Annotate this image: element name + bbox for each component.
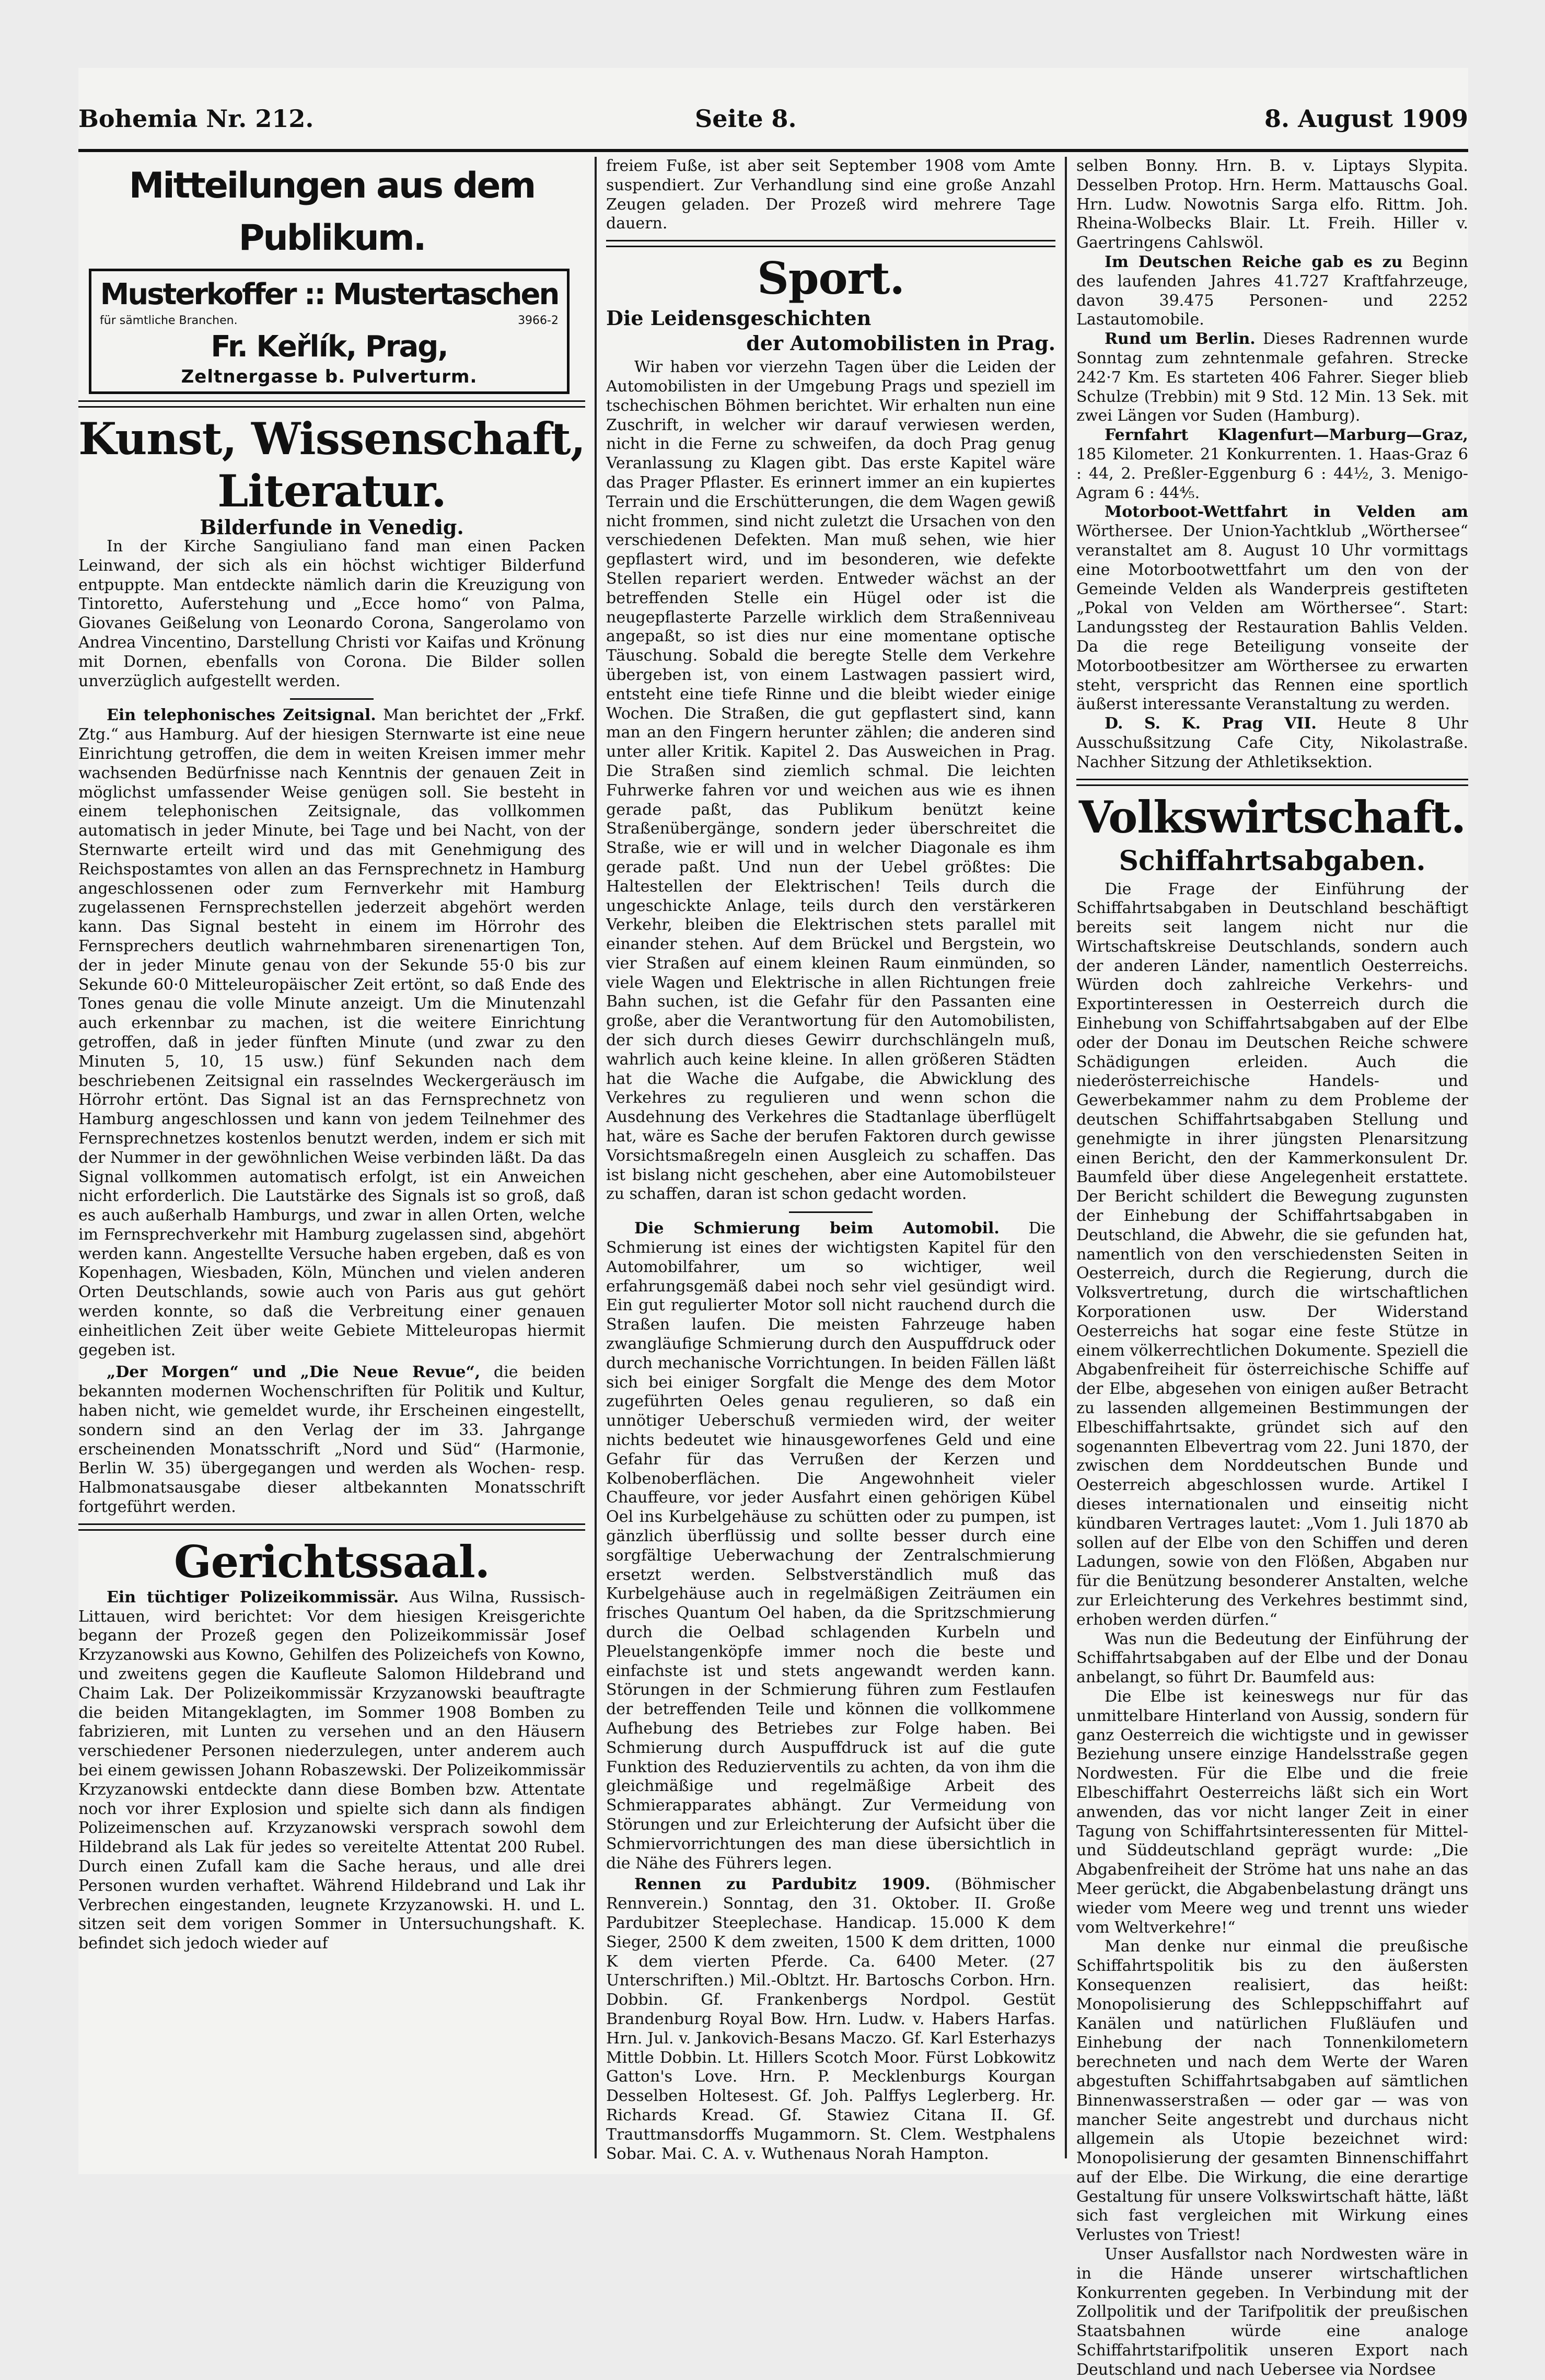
news-item bbox=[1076, 426, 1468, 503]
article-body bbox=[78, 1363, 585, 1517]
column-divider bbox=[595, 157, 597, 2158]
ad-headline: Musterkoffer :: Mustertaschen bbox=[100, 278, 559, 311]
article-body: Die Frage der Einführung der Schiffahrtsabgaben in Deutschland beschäftigt bereits seit langem nicht nur die Wirtschaftskreise Deutschlands, sondern auch der anderen Länder, namentlich Oesterreichs. Würden doch zahlreiche Verkehrs- und Exportinteressen in Oesterreich durch die Einhebung von Schiffahrtsabgaben auf der Elbe oder der Donau im Deutschen Reiche schwere Schädigungen erleiden. Auch die niederösterreichische Handels- und Gewerbekammer nahm zu dem Probleme der deutschen Schiffahrtsabgaben Stellung und genehmigte in ihrer jüngsten Plenarsitzung einen Bericht, den der Kammerkonsulent Dr. Baumfeld über diese Angelegenheit erstattete. Der Bericht schildert die Bewegung zugunsten der Einhebung der Schiffahrtsabgaben in Deutschland, die Abwehr, die sie gefunden hat, namentlich von den verschiedensten Seiten in Oesterreich, durch die Regierung, durch die Volksvertretung, durch die wirtschaftlichen Korporationen usw. Der Widerstand Oesterreichs hat sogar eine feste Stütze in einem völkerrechtlichen Dokumente. Speziell die Abgabenfreiheit für österreichische Schiffe auf der Elbe, abgesehen von einigen außer Betracht zu lassenden allgemeinen Bestimmungen der Elbeschiffahrtsakte, gründet sich auf den sogenannten Elbevertrag vom 22. Juni 1870, der zwischen dem Norddeutschen Bunde und Oesterreich abgeschlossen wurde. Artikel I dieses internationalen und einseitig nicht kündbaren Vertrages lautet: „Vom 1. Juli 1870 ab sollen auf der Elbe von den Schiffen und deren Ladungen, sowie von den Flößen, Abgaben nur für die Benützung besonderer Anstalten, welche zur Erleichterung des Verkehres bestimmt sind, erhoben werden dürfen.“ bbox=[1076, 880, 1468, 1629]
article-body bbox=[606, 1875, 1055, 2164]
column-3 bbox=[1076, 157, 1469, 2379]
advertisement-box bbox=[89, 269, 570, 394]
article-text: Die Schmierung ist eines der wichtigsten Kapitel für den Automobilfahrer, um so wichtiger, weil erfahrungsgemäß dabei noch sehr viel gesündigt wird. Ein gut regulierter Motor soll nicht rauchend durch die Straßen laufen. Die meisten Fahrzeuge haben zwangläufige Schmierung durch den Auspuffdruck oder durch mechanische Vorrichtungen. In beiden Fällen läßt sich bei einiger Sorgfalt die Menge des dem Motor zugeführten Oeles genau regulieren, so daß ein unnötiger Ueberschuß vermieden wird, der weiter nichts bedeutet wie hinausgeworfenes Geld und eine Gefahr für das Verrußen der Kerzen und Kolbenoberflächen. Die Angewohnheit vieler Chauffeure, vor jeder Ausfahrt einen gehörigen Kübel Oel ins Kurbelgehäuse zu schütten oder zu pumpen, ist gänzlich überflüssig und sollte besser durch eine sorgfältige Ueberwachung der Zentralschmierung ersetzt werden. Selbstverständlich muß das Kurbelgehäuse auch in regelmäßigen Zeiträumen ein frisches Quantum Oel haben, da die Spritzschmierung durch die Oelbad schlagenden Kurbeln und Pleuelstangenköpfe immer noch die beste und einfachste ist und stets angewandt werden kann. Störungen in der Schmierung führen zum Festlaufen der betreffenden Teile und können die vollkommene Aufhebung des Betriebes zur Folge haben. Bei Schmierung durch Auspuffdruck ist auf die gute Funktion des Reduzierventils zu achten, da von ihm die gleichmäßige und regelmäßige Arbeit des Schmierapparates abhängt. Zur Vermeidung von Störungen und zur Erleichterung der Aufsicht über die Schmiervorrichtungen des man diese übersichtlich in die Nähe des Führers legen. bbox=[606, 1219, 1055, 1873]
article-body: Wir haben vor vierzehn Tagen über die Leiden der Automobilisten in der Umgebung Prags und speziell im tschechischen Böhmen berichtet. Wir erhalten nun eine Zuschrift, in welcher wir darauf verwiesen werden, nicht in die Ferne zu schweifen, da doch Prag genug Veranlassung zu Klagen gibt. Das erste Kapitel wäre das Prager Pflaster. Es erinnert immer an ein kupiertes Terrain und die Erschütterungen, die dem Wagen gewiß nicht frommen, sind nicht zuletzt die Ursachen von den verschiedenen Defekten. Man muß sehen, wie hier gepflastert wird, und im besonderen, wie defekte Stellen repariert werden. Entweder wächst an der betreffenden Stelle ein Hügel oder ist die neugepflasterte Parzelle wirklich dem Straßenniveau angepaßt, so ist dies nur eine momentane optische Täuschung. Sobald die beregte Stelle dem Verkehre übergeben ist, von einem Lastwagen passiert wird, entsteht eine tiefe Rinne und die bleibt wieder einige Wochen. Die Straßen, die gut gepflastert sind, kann man an den Fingern herunter zählen; die anderen sind unter aller Kritik. Kapitel 2. Das Ausweichen in Prag. Die Straßen sind ziemlich schmal. Die leichten Fuhrwerke fahren vor und weichen aus wie es ihnen gerade paßt, das Publikum benützt keine Straßenübergänge, sondern jeder überschreitet die Straße, wie er will und in welcher Diagonale es ihm gerade paßt. Und nun der Uebel größtes: Die Haltestellen der Elektrischen! Teils durch die ungeschickte Anlage, teils durch den verstärkeren Verkehr, bleiben die Elektrischen stets parallel mit einander stehen. Auf dem Brückel und Bergstein, wo vier Straßen auf einem kleinen Raum einmünden, so viele Wagen und Elektrische in allen Richtungen freie Bahn suchen, ist die Gefahr für den Passanten eine große, aber die Verantwortung für den Automobilisten, der sich durch dieses Gewirr durchschlängeln muß, wahrlich auch keine kleine. In allen größeren Städten hat die Wache die Aufgabe, die Abwicklung des Verkehres zu regulieren und wenn schon die Ausdehnung des Verkehres die Stadtanlage überflügelt hat, wäre es Sache der berufen Faktoren durch gewisse Vorsichtsmaßregeln einen Ausgleich zu schaffen. Das ist bislang nicht geschehen, aber eine Automobilsteuer zu schaffen, daran ist schon gedacht worden. bbox=[606, 358, 1055, 1204]
article-body bbox=[606, 1219, 1055, 1873]
news-item-text: Wörthersee. Der Union-Yachtklub „Wörthersee“ veranstaltet am 8. August 10 Uhr vormittags eine Motorbootwettfahrt um den von der Gemeinde Velden als Wanderpreis gestifteten „Pokal von Velden am Wörthersee“. Start: Landungssteg der Restauration Bahlis Velden. Da die rege Beteiligung vonseite der Motorbootbesitzer am Wörthersee zu erwarten steht, verspricht das Rennen eine sportlich äußerst interessante Veranstaltung zu werden. bbox=[1076, 522, 1468, 714]
article-divider bbox=[290, 698, 374, 700]
masthead-publication: Bohemia Nr. 212. bbox=[78, 105, 314, 133]
masthead-page-number: Seite 8. bbox=[695, 105, 797, 133]
article-text: (Böhmischer Rennverein.) Sonntag, den 31. Oktober. II. Große Pardubitzer Steeplechase. Handicap. 15.000 K dem Sieger, 2500 K dem zweiten, 1500 K dem dritten, 1000 K dem vierten Pferde. Ca. 6400 Meter. (27 Unterschriften.) Mil.-Obltzt. Hr. Bartoschs Corbon. Hrn. Dobbin. Gf. Frankenbergs Nordpol. Gestüt Brandenburg Royal Bow. Hrn. Ludw. v. Habers Harfas. Hrn. Jul. v. Jankovich-Besans Maczo. Gf. Karl Esterhazys Mittle Dobbin. Lt. Hillers Scotch Moor. Fürst Lobkowitz Gatton's Love. Hrn. P. Mecklenburgs Kourgan Desselben Holtesest. Gf. Joh. Palffys Leglerberg. Hr. Richards Kread. Gf. Stawiez Citana II. Gf. Trauttmansdorffs Mugammorn. St. Clem. Westphalens Sobar. Mai. C. A. v. Wuthenaus Norah Hampton. bbox=[606, 1875, 1055, 2163]
section-title-publikum: Mitteilungen aus dem Publikum. bbox=[129, 165, 535, 259]
article-body bbox=[78, 706, 585, 1360]
section-divider bbox=[78, 400, 585, 408]
news-item bbox=[1076, 253, 1468, 330]
article-lead: Die Schmierung beim Automobil. bbox=[634, 1219, 1000, 1238]
article-body: Was nun die Bedeutung der Einführung der Schiffahrtsabgaben auf der Elbe und der Donau anbelangt, so führt Dr. Baumfeld aus: bbox=[1076, 1630, 1468, 1687]
article-lead: Ein telephonisches Zeitsignal. bbox=[107, 706, 376, 725]
section-title-kunst: Kunst, Wissenschaft, Literatur. bbox=[78, 413, 585, 517]
section-divider bbox=[606, 240, 1055, 247]
article-lead: „Der Morgen“ und „Die Neue Revue“, bbox=[107, 1363, 481, 1382]
news-item-text: Heute 8 Uhr Ausschußsitzung Cafe City, Nikolastraße. Nachher Sitzung der Athletiksektion. bbox=[1076, 714, 1468, 771]
ad-subline bbox=[100, 313, 559, 329]
news-item-lead: Fernfahrt Klagenfurt—Marburg—Graz, bbox=[1105, 426, 1468, 445]
article-continuation: freiem Fuße, ist aber seit September 1908 vom Amte suspendiert. Zur Verhandlung sind eine große Anzahl Zeugen geladen. Der Prozeß wird mehrere Tage dauern. bbox=[606, 157, 1055, 233]
article-body: Man denke nur einmal die preußische Schiffahrtspolitik bis zu den äußersten Konsequenzen realisiert, das heißt: Monopolisierung des Schleppschiffahrt auf Kanälen und natürlichen Flußläufen und Einhebung der nach Tonnenkilometern berechneten und nach dem Werte der Waren abgestuften Schiffahrtsabgaben auf sämtlichen Binnenwasserstraßen — oder gar — was von mancher Seite angestrebt und durchaus nicht allgemein als Utopie bezeichnet wird: Monopolisierung der gesamten Binnenschiffahrt auf der Elbe. Die Wirkung, die eine derartige Gestaltung für unsere Volkswirtschaft hätte, läßt sich fast vergleichen mit Wirkung eines Verlustes von Triest! bbox=[1076, 1937, 1468, 2245]
article-title: Schiffahrtsabgaben. bbox=[1119, 845, 1426, 877]
ad-number: 3966-2 bbox=[518, 314, 559, 327]
article-body bbox=[78, 1588, 585, 1954]
article-body: Unser Ausfallstor nach Nordwesten wäre in in die Hände unserer wirtschaftlichen Konkurrenten gegeben. In Verbindung mit der Zollpolitik und der Tarifpolitik der preußischen Staatsbahnen würde eine analoge Schiffahrtstarifpolitik unseren Export nach Deutschland und nach Uebersee via Nordsee bbox=[1076, 2245, 1468, 2379]
news-item-lead: Im Deutschen Reiche gab es zu bbox=[1105, 252, 1403, 271]
article-divider bbox=[789, 1211, 873, 1213]
news-item bbox=[1076, 714, 1468, 772]
section-title-gerichtssaal: Gerichtssaal. bbox=[174, 1535, 490, 1588]
ad-address: Zeltnergasse b. Pulverturm. bbox=[181, 366, 478, 387]
masthead-date: 8. August 1909 bbox=[1264, 105, 1468, 133]
column-divider bbox=[1065, 157, 1067, 2158]
news-item-lead: D. S. K. Prag VII. bbox=[1105, 714, 1317, 733]
ad-subline-text: für sämtliche Branchen. bbox=[100, 314, 238, 327]
article-text: die beiden bekannten modernen Wochenschriften für Politik und Kultur, haben nicht, wie gemeldet wurde, ihr Erscheinen eingestellt, sondern sind an den Verlag der im 33. Jahrgange erscheinenden Monatsschrift „Nord und Süd“ (Harmonie, Berlin W. 35) übergegangen und werden als Wochen- resp. Halbmonatsausgabe dieser altbekannten Monatsschrift fortgeführt werden. bbox=[78, 1363, 585, 1517]
news-item-text: 185 Kilometer. 21 Konkurrenten. 1. Haas-Graz 6 : 44, 2. Preßler-Eggenburg 6 : 44½, 3. Menigo-Agram 6 : 44⅘. bbox=[1076, 445, 1468, 502]
article-body: In der Kirche Sangiuliano fand man einen Packen Leinwand, der sich als ein höchst wichtiger Bilderfund entpuppte. Man entdeckte nämlich darin die Kreuzigung von Tintoretto, Auferstehung und „Ecce homo“ von Palma, Giovanes Geißelung von Leonardo Corona, Sangerolamo von Andrea Vincentino, Darstellung Christi vor Kaifas und Krönung mit Dornen, ebenfalls von Corona. Die Bilder sollen unverzüglich aufgestellt werden. bbox=[78, 537, 585, 690]
news-item-text: Beginn des laufenden Jahres 41.727 Kraftfahrzeuge, davon 39.475 Personen- und 2252 Lastautomobile. bbox=[1076, 252, 1469, 329]
article-body: Die Elbe ist keineswegs nur für das unmittelbare Hinterland von Aussig, sondern für ganz Oesterreich die wichtigste und in gewisser Beziehung unsere einzige Handelsstraße gegen Nordwesten. Für die Elbe und die freie Elbeschiffahrt Oesterreichs läßt sich ein Wort anwenden, das vor nicht langer Zeit in einer Tagung von Schiffahrtsinteressenten für Mittel- und Süddeutschland geprägt wurde: „Die Abgabenfreiheit der Ströme hat uns nahe an das Meer gerückt, die Abgabenbelastung drängt uns wieder vom Meere weg und trennt uns wieder vom Weltverkehre!“ bbox=[1076, 1687, 1468, 1937]
article-title-line1: Die Leidensgeschichten bbox=[606, 306, 872, 330]
section-divider bbox=[1076, 779, 1468, 786]
article-lead: Ein tüchtiger Polizeikommissär. bbox=[107, 1588, 399, 1607]
news-item-text: Dieses Radrennen wurde Sonntag zum zehntenmale gefahren. Strecke 242·7 Km. Es starteten 406 Fahrer. Sieger blieb Schulze (Trebbin) mit 9 Std. 12 Min. 13 Sek. mit zwei Längen vor Suden (Hamburg). bbox=[1076, 330, 1468, 425]
article-text: Man berichtet der „Frkf. Ztg.“ aus Hamburg. Auf der hiesigen Sternwarte ist eine neue Einrichtung getroffen, die dem in weiten Kreisen immer mehr wachsenden Bedürfnisse nach Kenntnis der genauen Zeit in möglichst umfassender Weise genügen soll. Sie besteht in einem telephonischen Zeitsignale, das vollkommen automatisch in jeder Minute, bei Tage und bei Nacht, von der Sternwarte erteilt wird und das mit Genehmigung des Reichspostamtes von allen an das Fernsprechnetz in Hamburg angeschlossenen oder zum Fernverkehr mit Hamburg zugelassenen Fernsprechstellen jederzeit abgehört werden kann. Das Signal besteht in einem im Hörrohr des Fernsprechers deutlich wahrnehmbaren sirenenartigen Ton, der in jeder Minute genau von der Sekunde 55·0 bis zur Sekunde 60·0 Mitteleuropäischer Zeit ertönt, so daß Ende des Tones genau die volle Minute anzeigt. Um die Minutenzahl auch erkennbar zu machen, ist die weitere Einrichtung getroffen, daß in jeder fünften Minute (und zwar zu den Minuten 5, 10, 15 usw.) fünf Sekunden nach dem beschriebenen Zeitsignal ein rasselndes Weckergeräusch im Hörrohr ertönt. Das Signal ist an das Fernsprechnetz von Hamburg angeschlossen und kann von jedem Teilnehmer des Fernsprechnetzes kostenlos benutzt werden, indem er sich mit der Nummer in der gewöhnlichen Weise verbinden läßt. Da das Signal vollkommen automatisch erfolgt, ist ein Anweichen nicht erforderlich. Die Lautstärke des Signals ist so groß, daß es auch außerhalb Hamburgs, und zwar in allen Orten, welche im Fernsprechverkehr mit Hamburg zugelassen sind, abgehört werden kann. Angestellte Versuche haben ergeben, daß es von Kopenhagen, Wiesbaden, Köln, München und vielen anderen Orten Deutschlands, sowie auch von Paris aus gut gehört werden konnte, so daß die Verbreitung einer genauen einheitlichen Zeit über weite Gebiete Mitteleuropas hiermit gegeben ist. bbox=[78, 706, 586, 1359]
section-title-sport: Sport. bbox=[757, 252, 904, 305]
news-item-lead: Motorboot-Wettfahrt in Velden am bbox=[1105, 503, 1468, 522]
masthead-rule bbox=[78, 149, 1468, 152]
column-2 bbox=[606, 157, 1055, 2163]
article-lead: Rennen zu Pardubitz 1909. bbox=[634, 1875, 931, 1894]
news-item bbox=[1076, 503, 1468, 714]
column-1 bbox=[78, 157, 585, 2158]
news-item bbox=[1076, 330, 1468, 426]
article-text: Aus Wilna, Russisch-Littauen, wird berichtet: Vor dem hiesigen Kreisgerichte begann der Prozeß gegen den Polizeikommissär Josef Krzyzanowski aus Kowno, Gehilfen des Polizeichefs von Kowno, und zweitens gegen die Kaufleute Salomon Hildebrand und Chaim Lak. Der Polizeikommissär Krzyzanowski beauftragte die beiden Mitangeklagten, im Sommer 1908 Bomben zu fabrizieren, mit Lunten zu versehen und an den Häusern verschiedener Personen niederzulegen, unter anderem auch bei einem gewissen Johann Robaszewski. Der Polizeikommissär Krzyzanowski entdeckte dann diese Bomben bzw. Attentate noch vor ihrer Explosion und spielte sich dann als findigen Polizeimenschen auf. Krzyzanowski versprach sowohl dem Hildebrand als Lak für jedes so vereitelte Attentat 200 Rubel. Durch einen Zufall kam die Sache heraus, und alle drei Personen wurden verhaftet. Während Hildebrand und Lak ihr Verbrechen eingestanden, leugnete Krzyzanowski. H. und L. sitzen seit dem vorigen Sommer in Untersuchungshaft. K. befindet sich jedoch wieder auf bbox=[78, 1588, 585, 1953]
section-title-volkswirtschaft: Volkswirtschaft. bbox=[1078, 791, 1466, 843]
section-divider bbox=[78, 1523, 585, 1531]
ad-company: Fr. Keřlík, Prag, bbox=[211, 330, 448, 364]
masthead bbox=[78, 99, 1468, 146]
article-title-line2: der Automobilisten in Prag. bbox=[746, 331, 1055, 355]
article-title: Bilderfunde in Venedig. bbox=[200, 515, 464, 539]
news-item-lead: Rund um Berlin. bbox=[1105, 330, 1256, 349]
article-continuation: selben Bonny. Hrn. B. v. Liptays Slypita. Desselben Protop. Hrn. Herm. Mattauschs Goal. Hrn. Ludw. Nowotnis Sarga elfo. Rittm. Joh. Rheina-Wolbecks Blair. Lt. Freih. Hiller v. Gaertringens Cahlswöl. bbox=[1076, 157, 1468, 252]
